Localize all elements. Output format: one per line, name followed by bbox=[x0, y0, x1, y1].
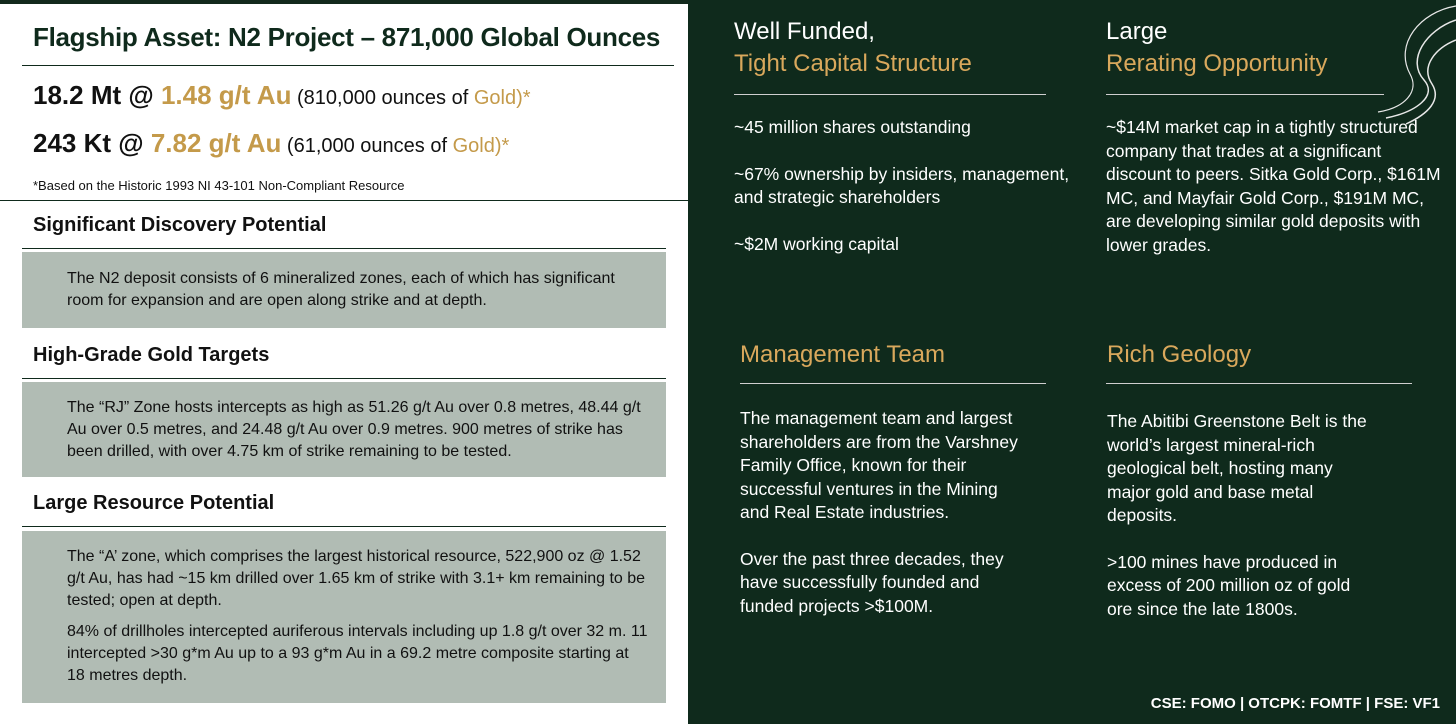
discovery-text: The N2 deposit consists of 6 mineralized zones, each of which has significant room for expansion and are open along strike and at depth. bbox=[67, 270, 615, 309]
section-divider bbox=[22, 248, 666, 249]
footnote-divider bbox=[0, 200, 688, 201]
geology-text bbox=[1107, 410, 1377, 621]
funded-item: ~67% ownership by insiders, management, and strategic shareholders bbox=[734, 163, 1070, 207]
title-divider bbox=[22, 65, 674, 66]
stat-tonnage: 18.2 Mt @ bbox=[33, 80, 161, 110]
rerating-heading-line2: Rerating Opportunity bbox=[1106, 50, 1328, 77]
rerating-heading bbox=[1106, 16, 1327, 80]
management-divider bbox=[740, 383, 1046, 384]
discovery-box bbox=[22, 252, 666, 328]
funded-item: ~45 million shares outstanding bbox=[734, 117, 971, 137]
funded-heading bbox=[734, 16, 972, 80]
resource-box bbox=[22, 531, 666, 703]
ticker-symbols: CSE: FOMO | OTCPK: FOMTF | FSE: VF1 bbox=[1150, 695, 1440, 712]
stat-grade: 1.48 g/t Au bbox=[160, 80, 292, 110]
geology-divider bbox=[1106, 383, 1412, 384]
rerating-divider bbox=[1106, 94, 1384, 95]
section-title-resource: Large Resource Potential bbox=[33, 492, 275, 514]
management-paragraph: Over the past three decades, they have successfully founded and funded projects >$100M. bbox=[740, 548, 1004, 616]
resource-text-2: 84% of drillholes intercepted auriferous intervals including up 1.8 g/t over 32 m. 11 intercepted >30 g*m Au up to a 93 g*m Au in a 69.2 metre composite starting at 18 metres depth. bbox=[67, 623, 648, 684]
management-title: Management Team bbox=[740, 341, 946, 368]
section-title-discovery: Significant Discovery Potential bbox=[33, 214, 327, 236]
resource-text-1: The “A’ zone, which comprises the largest historical resource, 522,900 oz @ 1.52 g/t Au, has had ~15 km drilled over 1.65 km of strike with 3.1+ km remaining to be tested; open at depth. bbox=[67, 548, 646, 609]
geology-paragraph: >100 mines have produced in excess of 200 million oz of gold ore since the late 1800s. bbox=[1107, 551, 1351, 619]
section-title-high-grade: High-Grade Gold Targets bbox=[33, 344, 270, 366]
management-heading bbox=[740, 339, 945, 371]
stat-line-1 bbox=[33, 80, 531, 111]
funded-heading-line1: Well Funded, bbox=[734, 18, 875, 45]
decorative-swirl-icon bbox=[1376, 0, 1456, 130]
funded-heading-line2: Tight Capital Structure bbox=[734, 50, 972, 77]
resource-footnote: *Based on the Historic 1993 NI 43-101 Non-Compliant Resource bbox=[33, 178, 405, 193]
geology-heading bbox=[1107, 339, 1251, 371]
section-divider bbox=[22, 378, 666, 379]
high-grade-text: The “RJ” Zone hosts intercepts as high as 51.26 g/t Au over 0.8 metres, 48.44 g/t Au over 0.5 metres, and 24.48 g/t Au over 0.9 metres. 900 metres of strike has been drilled, with over 4.75 km of strike remaining to be tested. bbox=[67, 399, 641, 460]
left-panel bbox=[0, 4, 688, 724]
stat-line-2 bbox=[33, 128, 509, 159]
section-divider bbox=[22, 526, 666, 527]
rerating-text: ~$14M market cap in a tightly structured company that trades at a significant discount to peers. Sitka Gold Corp., $161M MC, and Mayfair Gold Corp., $191M MC, are developing similar gold deposits with lower grades. bbox=[1106, 117, 1441, 255]
stat-ounces: (810,000 ounces of bbox=[291, 87, 474, 109]
geology-paragraph: The Abitibi Greenstone Belt is the world’s largest mineral-rich geological belt, hosting many major gold and base metal deposits. bbox=[1107, 411, 1367, 525]
geology-title: Rich Geology bbox=[1107, 341, 1252, 368]
management-paragraph: The management team and largest shareholders are from the Varshney Family Office, known for their successful ventures in the Mining and Real Estate industries. bbox=[740, 408, 1018, 522]
high-grade-box bbox=[22, 382, 666, 477]
stat-ounces: (61,000 ounces of bbox=[281, 135, 453, 157]
stat-grade: 7.82 g/t Au bbox=[150, 128, 282, 158]
page-title: Flagship Asset: N2 Project – 871,000 Global Ounces bbox=[33, 22, 661, 52]
stat-gold-word: Gold)* bbox=[473, 87, 531, 109]
funded-item: ~$2M working capital bbox=[734, 233, 899, 254]
stat-gold-word: Gold)* bbox=[452, 135, 510, 157]
rerating-heading-line1: Large bbox=[1106, 18, 1168, 45]
funded-list bbox=[734, 116, 1074, 256]
management-text bbox=[740, 407, 1020, 618]
funded-divider bbox=[734, 94, 1046, 95]
stat-tonnage: 243 Kt @ bbox=[33, 128, 151, 158]
